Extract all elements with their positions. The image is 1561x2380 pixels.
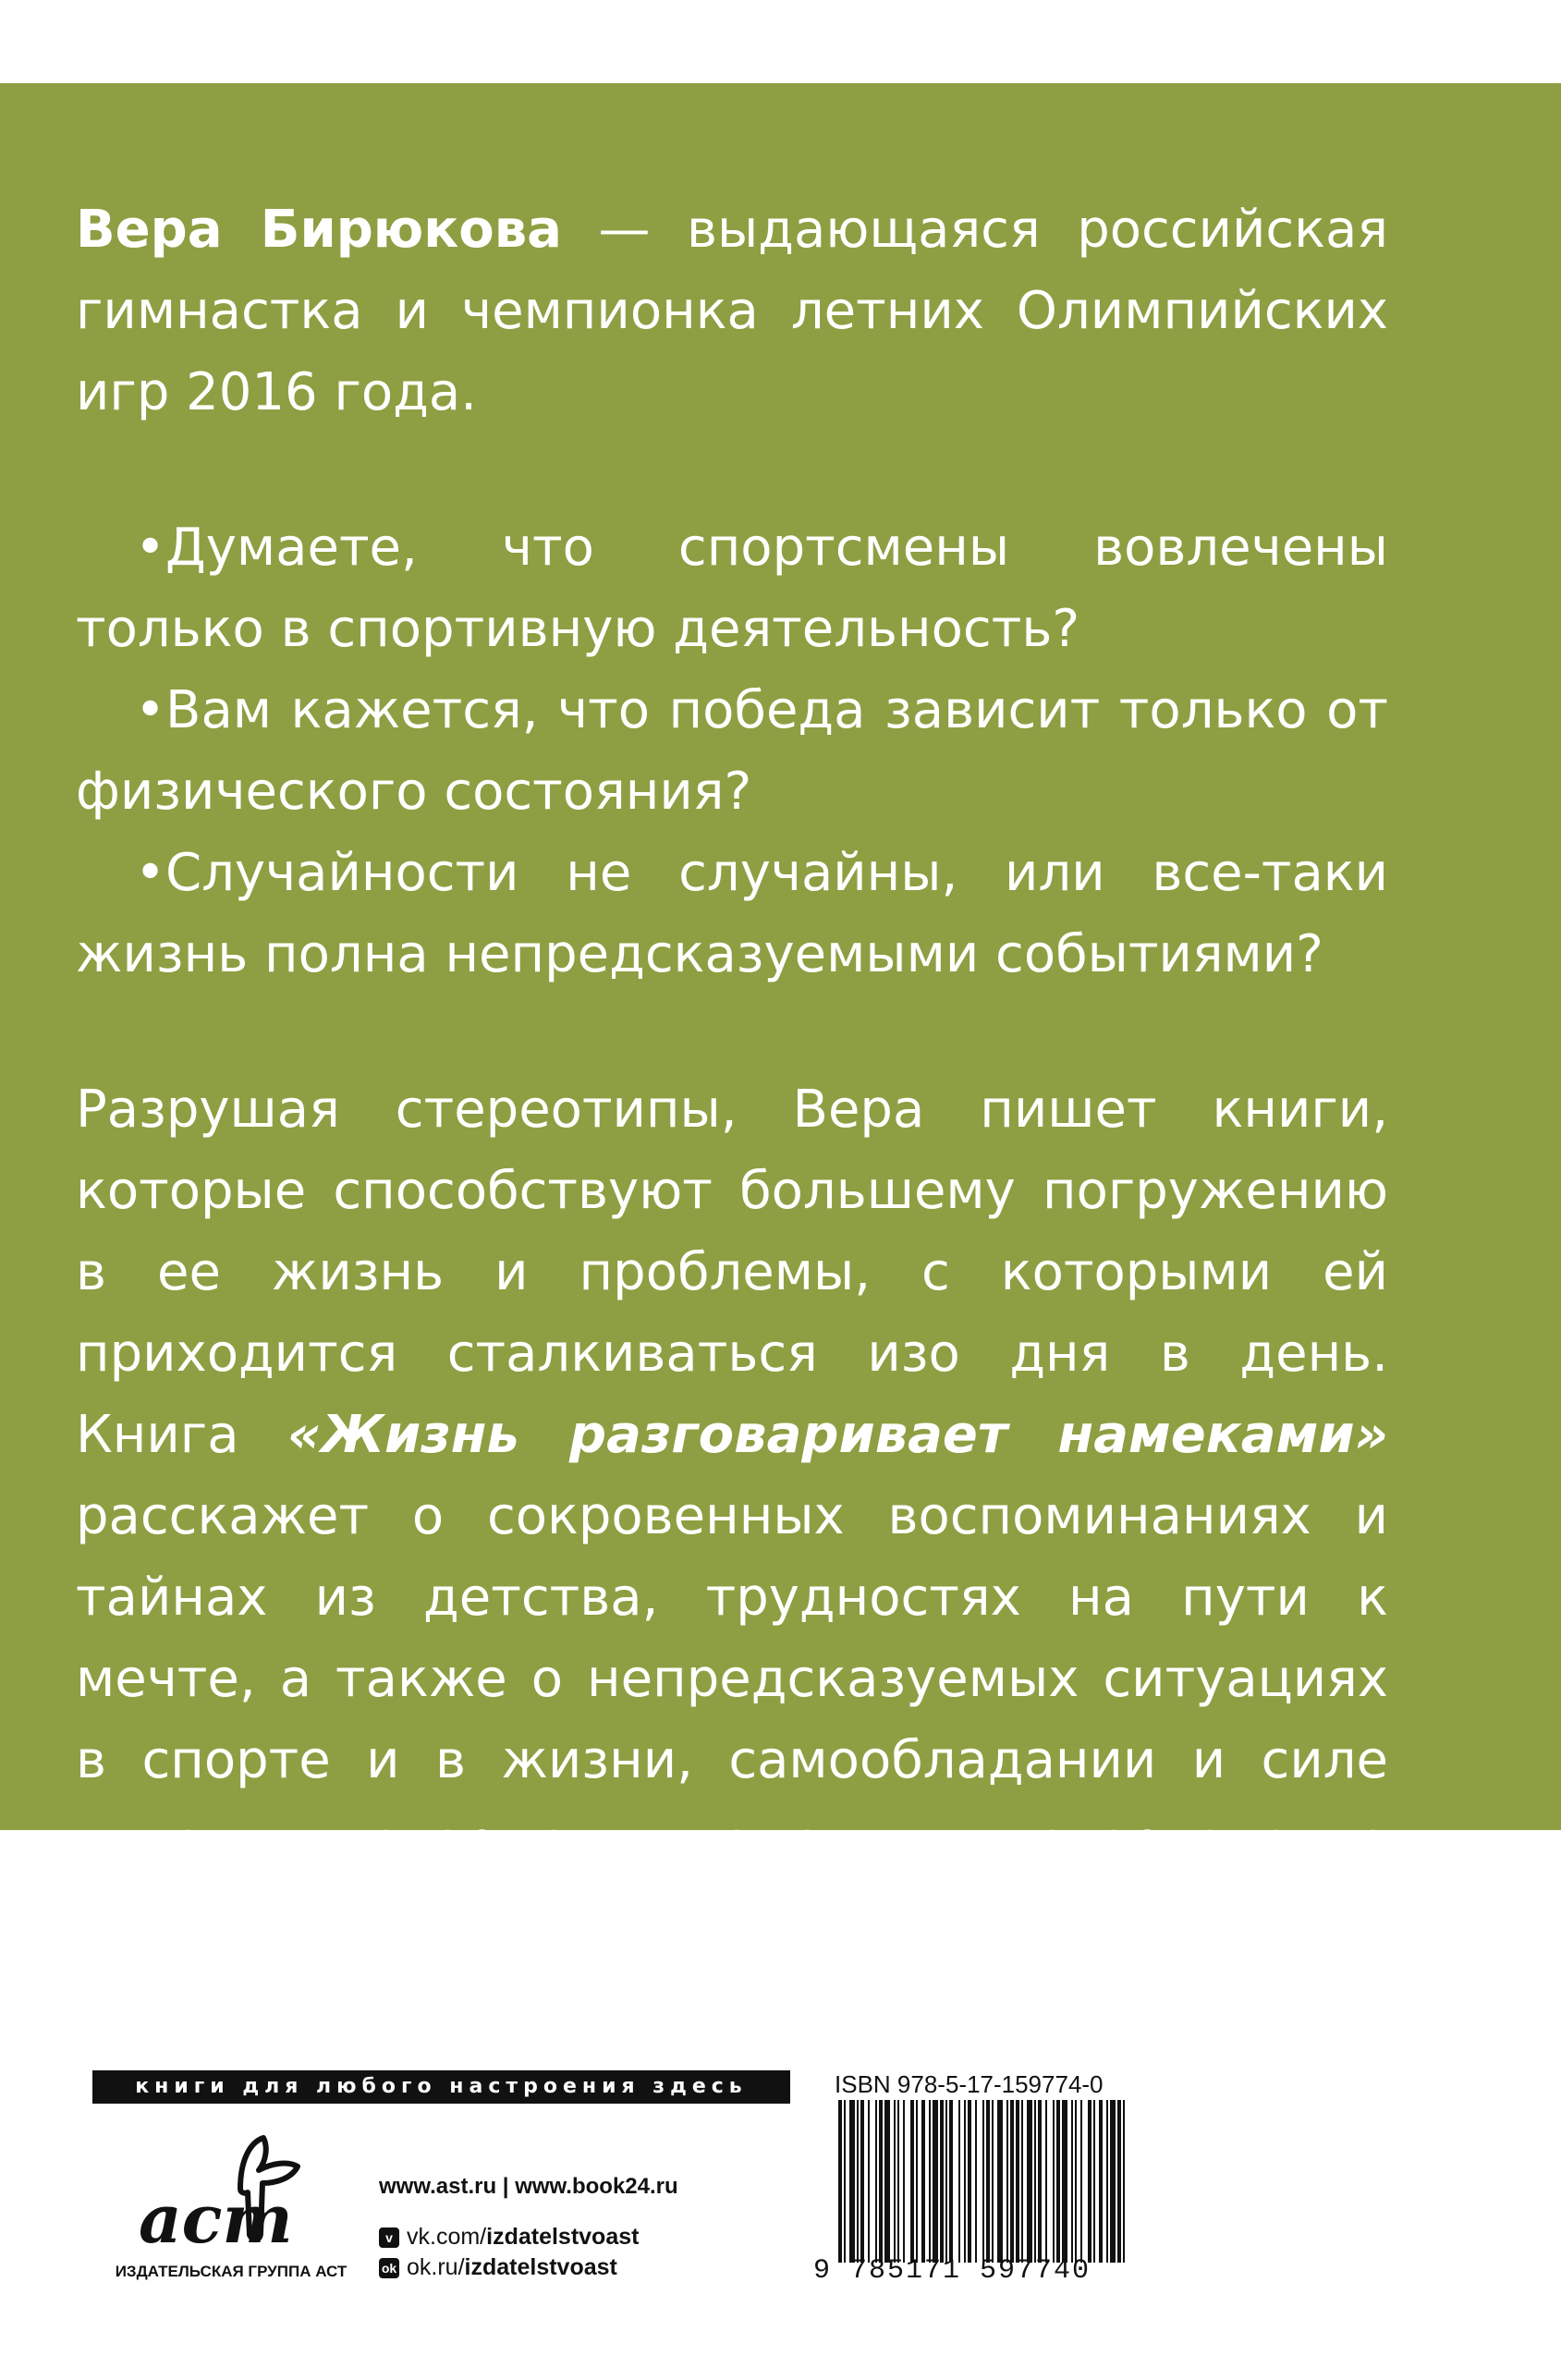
ok-link[interactable]: ok ok.ru/ izdatelstvoast: [379, 2254, 678, 2281]
vk-icon: v: [379, 2227, 399, 2248]
barcode-bar: [849, 2100, 855, 2263]
publisher-label: ИЗДАТЕЛЬСКАЯ ГРУППА АСТ: [115, 2263, 348, 2280]
barcode-bar: [1016, 2100, 1019, 2263]
barcode-digits: 9 785171 597740: [813, 2255, 1091, 2287]
ast-logo: [129, 2124, 314, 2253]
barcode-bar: [838, 2100, 842, 2263]
barcode-bar: [868, 2100, 870, 2263]
barcode-bar: [929, 2100, 931, 2263]
barcode-bar: [933, 2100, 938, 2263]
barcode-bar: [875, 2100, 877, 2263]
barcode-bar: [916, 2100, 918, 2263]
question-item: •Вам кажется, что победа зависит только от физического состояния?: [76, 680, 1388, 822]
description-text: [76, 189, 1388, 1964]
barcode-bar: [1010, 2100, 1014, 2263]
barcode-bar: [910, 2100, 914, 2263]
isbn-label: ISBN 978-5-17-159774-0: [835, 2070, 1104, 2098]
bullet-marker: •: [135, 680, 166, 740]
barcode-bar: [879, 2100, 883, 2263]
book-title: «Жизнь разговаривает намеками»: [287, 1405, 1388, 1465]
barcode-bar: [1106, 2100, 1108, 2263]
barcode-bar: [1027, 2100, 1032, 2263]
question-item: •Думаете, что спортсмены вовлечены только в спортивную деятельность?: [76, 518, 1388, 659]
barcode-bar: [1034, 2100, 1036, 2263]
barcode-bar: [1045, 2100, 1047, 2263]
barcode-bar: [884, 2100, 890, 2263]
barcode-bar: [1075, 2100, 1077, 2263]
barcode-bar: [1071, 2100, 1073, 2263]
barcode-bar: [1021, 2100, 1023, 2263]
barcode-bar: [857, 2100, 859, 2263]
barcode: [835, 2100, 1130, 2277]
barcode-bar: [958, 2100, 960, 2263]
barcode-bar: [982, 2100, 984, 2263]
barcode-bar: [949, 2100, 953, 2263]
barcode-bar: [986, 2100, 990, 2263]
barcode-bar: [1099, 2100, 1103, 2263]
author-name: Вера Бирюкова: [76, 200, 562, 260]
barcode-bar: [997, 2100, 1003, 2263]
author-intro: [76, 189, 1388, 433]
barcode-bar: [1080, 2100, 1082, 2263]
barcode-bar: [940, 2100, 944, 2263]
barcode-bar: [1038, 2100, 1042, 2263]
barcode-bar: [1056, 2100, 1060, 2263]
barcode-bar: [968, 2100, 971, 2263]
barcode-bar: [1117, 2100, 1121, 2263]
question-list: [76, 507, 1388, 995]
barcode-bar: [903, 2100, 905, 2263]
barcode-bar: [844, 2100, 846, 2263]
website-links[interactable]: www.ast.ru | www.book24.ru: [379, 2174, 678, 2199]
barcode-bar: [1093, 2100, 1095, 2263]
publisher-links: [379, 2174, 678, 2285]
barcode-bar: [992, 2100, 994, 2263]
ast-logo-text: аст: [139, 2179, 293, 2253]
barcode-bar: [1123, 2100, 1125, 2263]
vk-link[interactable]: v vk.com/ izdatelstvoast: [379, 2224, 678, 2251]
book-description: Разрушая стереотипы, Вера пишет книги, которые способствуют большему погружению в ее жизнь и проблемы, с которыми ей приходится сталкиваться изо дня в день. Книга «Жизнь разговаривает намеками» расскажет о сокровенных воспоминаниях и тайнах из детства, трудностях на пути к мечте, а также о непредсказуемых ситуациях в спорте и в жизни, самообладании и силе духа, которые помогли спортсменке справиться с выгоранием.: [76, 1080, 1388, 1953]
barcode-bar: [1110, 2100, 1116, 2263]
barcode-bar: [1088, 2100, 1091, 2263]
barcode-bar: [921, 2100, 925, 2263]
barcode-bar: [1053, 2100, 1055, 2263]
barcode-bar: [1006, 2100, 1008, 2263]
barcode-bar: [860, 2100, 864, 2263]
barcode-bar: [897, 2100, 899, 2263]
bullet-marker: •: [135, 518, 166, 578]
question-item: •Случайности не случайны, или все-таки жизнь полна непредсказуемыми событиями?: [76, 843, 1388, 984]
barcode-bar: [894, 2100, 896, 2263]
barcode-bar: [1062, 2100, 1067, 2263]
bullet-marker: •: [135, 843, 166, 903]
barcode-bar: [975, 2100, 977, 2263]
barcode-bar: [945, 2100, 947, 2263]
tagline-bar: книги для любого настроения здесь: [92, 2070, 790, 2104]
author-intro-rest: — выдающаяся российская гимнастка и чемпионка летних Олимпийских игр 2016 года.: [76, 200, 1388, 422]
ok-icon: ok: [379, 2258, 399, 2278]
barcode-bar: [964, 2100, 966, 2263]
